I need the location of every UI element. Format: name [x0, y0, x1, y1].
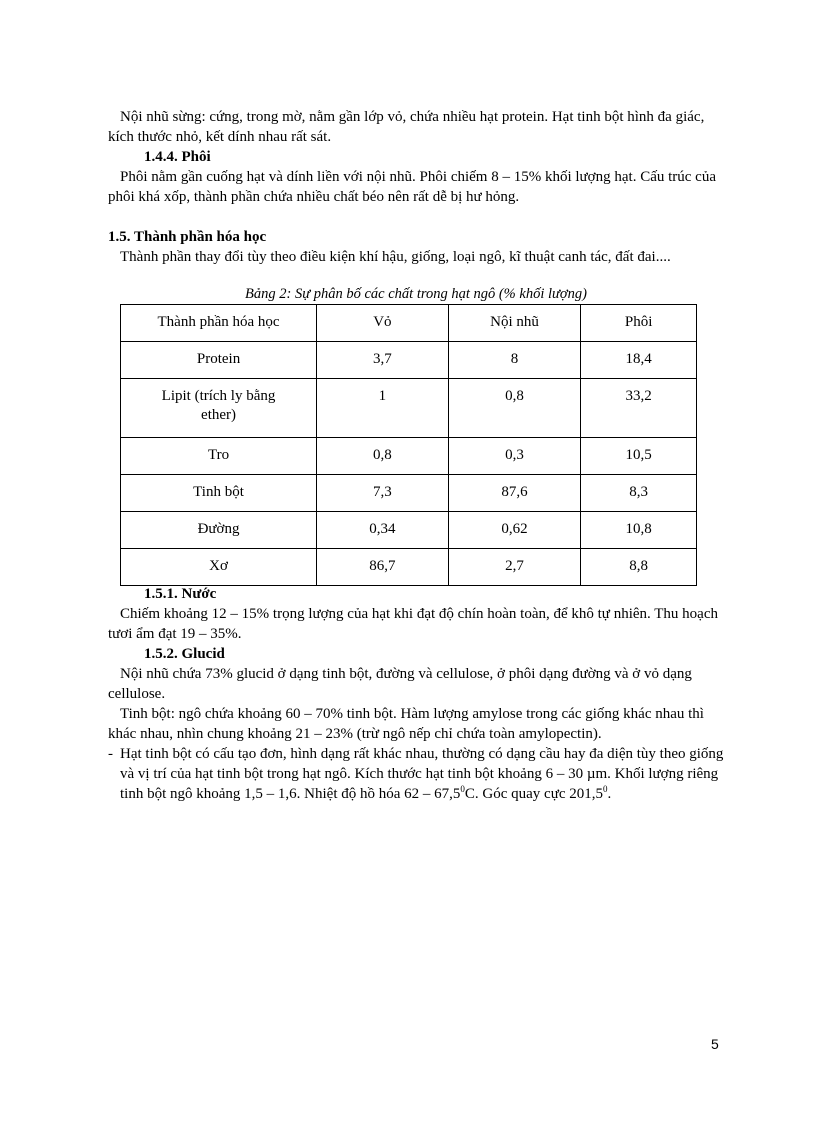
- table-cell: 8,8: [581, 549, 697, 586]
- table-row: [121, 549, 697, 586]
- bullet-text-part-3: .: [607, 786, 612, 802]
- table-header-cell: Nội nhũ: [448, 305, 581, 342]
- bullet-dash: -: [108, 746, 113, 762]
- table-header-cell: Thành phần hóa học: [121, 305, 317, 342]
- table-cell: 33,2: [581, 379, 697, 438]
- table-cell: Đường: [121, 512, 317, 549]
- degree-sup-2: 0: [603, 784, 608, 794]
- glucid-paragraph-2: Tinh bột: ngô chứa khoảng 60 – 70% tinh bột. Hàm lượng amylose trong các giống khác nhau thì khác nhau, nhìn chung khoảng 21 – 23% (trừ ngô nếp chỉ chứa toàn amylopectin).: [108, 706, 704, 742]
- table-cell: 0,8: [448, 379, 581, 438]
- lipit-line-2: ether): [201, 407, 237, 423]
- section-chemical-composition: [108, 227, 724, 267]
- table-row: [121, 438, 697, 475]
- heading-1-4-4: 1.4.4. Phôi: [144, 149, 211, 165]
- table-cell: 86,7: [317, 549, 449, 586]
- heading-1-5-1: 1.5.1. Nước: [144, 586, 217, 602]
- table-cell: 3,7: [317, 342, 449, 379]
- heading-1-5: 1.5. Thành phần hóa học: [108, 229, 267, 245]
- table-cell: 10,5: [581, 438, 697, 475]
- table-cell: Tro: [121, 438, 317, 475]
- table-row: [121, 379, 697, 438]
- section-endosperm: [108, 107, 724, 207]
- page-number: 5: [711, 1036, 719, 1052]
- table-header-row: [121, 305, 697, 342]
- table-cell: 2,7: [448, 549, 581, 586]
- heading-1-5-2: 1.5.2. Glucid: [144, 646, 225, 662]
- table-cell: Tinh bột: [121, 475, 317, 512]
- table-row: [121, 475, 697, 512]
- table-cell: 0,62: [448, 512, 581, 549]
- glucid-paragraph-1: Nội nhũ chứa 73% glucid ở dạng tinh bột, đường và cellulose, ở phôi dạng đường và ở vỏ dạng cellulose.: [108, 666, 692, 702]
- table-cell: 0,34: [317, 512, 449, 549]
- table-cell: 87,6: [448, 475, 581, 512]
- table-cell: 7,3: [317, 475, 449, 512]
- starch-bullet: [108, 744, 724, 804]
- table-caption: Bảng 2: Sự phân bố các chất trong hạt ngô (% khối lượng): [245, 286, 587, 302]
- table-cell: [121, 379, 317, 438]
- table-cell: Xơ: [121, 549, 317, 586]
- table-cell: 0,8: [317, 438, 449, 475]
- composition-paragraph: Thành phần thay đổi tùy theo điều kiện khí hậu, giống, loại ngô, kĩ thuật canh tác, đất đai....: [120, 249, 671, 265]
- embryo-paragraph: Phôi nằm gần cuống hạt và dính liền với nội nhũ. Phôi chiếm 8 – 15% khối lượng hạt. Cấu trúc của phôi khá xốp, thành phần chứa nhiều chất béo nên rất dễ bị hư hỏng.: [108, 169, 716, 205]
- endosperm-paragraph: Nội nhũ sừng: cứng, trong mờ, nằm gần lớp vỏ, chứa nhiều hạt protein. Hạt tinh bột hình đa giác, kích thước nhỏ, kết dính nhau rất sát.: [108, 109, 705, 145]
- table-cell: 0,3: [448, 438, 581, 475]
- table-cell: 18,4: [581, 342, 697, 379]
- bullet-text-part-1: Hạt tinh bột có cấu tạo đơn, hình dạng rất khác nhau, thường có dạng cầu hay đa diện tùy theo giống và vị trí của hạt tinh bột trong hạt ngô. Kích thước hạt tinh bột khoảng 6 – 30 µm. Khối lượng riêng tinh bột ngô khoảng 1,5 – 1,6. Nhiệt độ hồ hóa 62 – 67,5: [120, 746, 724, 802]
- table-header-cell: Phôi: [581, 305, 697, 342]
- table-row: [121, 342, 697, 379]
- degree-sup-1: 0: [460, 784, 465, 794]
- table-cell: Protein: [121, 342, 317, 379]
- bullet-text: [120, 744, 724, 804]
- table-cell: 8,3: [581, 475, 697, 512]
- bullet-text-part-2: C. Góc quay cực 201,5: [464, 786, 604, 802]
- table-cell: 10,8: [581, 512, 697, 549]
- section-water-glucid: [108, 584, 724, 804]
- composition-table: [120, 304, 697, 586]
- table-row: [121, 512, 697, 549]
- table-header-cell: Vỏ: [317, 305, 449, 342]
- water-paragraph: Chiếm khoảng 12 – 15% trọng lượng của hạt khi đạt độ chín hoàn toàn, để khô tự nhiên. Thu hoạch tươi ẩm đạt 19 – 35%.: [108, 606, 718, 642]
- lipit-line-1: Lipit (trích ly bằng: [161, 388, 276, 404]
- table-cell: 1: [317, 379, 449, 438]
- table-cell: 8: [448, 342, 581, 379]
